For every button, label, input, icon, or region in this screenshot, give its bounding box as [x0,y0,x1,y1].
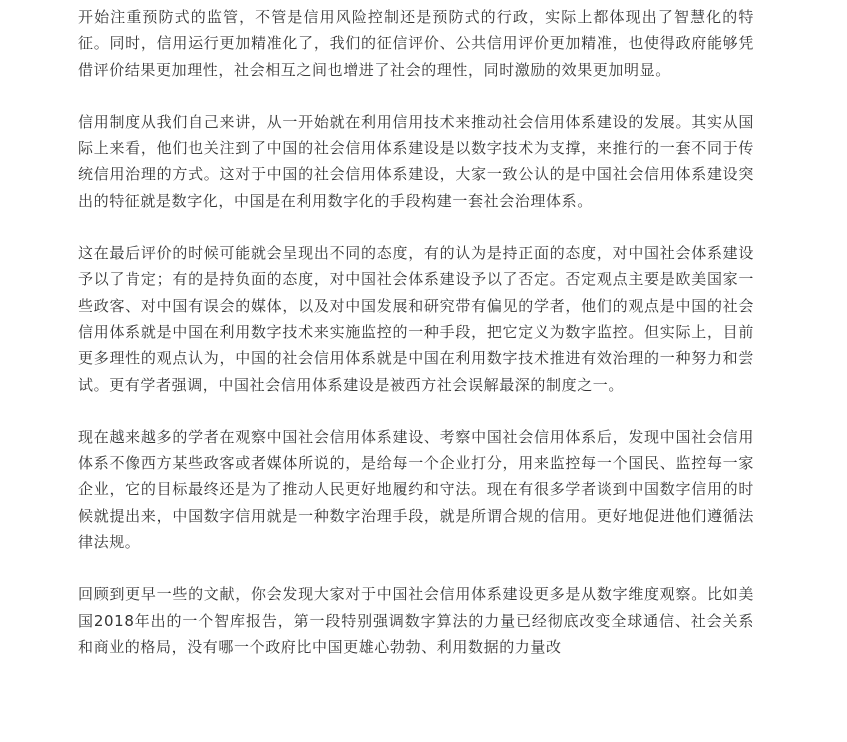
paragraph: 回顾到更早一些的文献，你会发现大家对于中国社会信用体系建设更多是从数字维度观察。比如美国2018年出的一个智库报告，第一段特别强调数字算法的力量已经彻底改变全球通信、社会关系和商业的格局，没有哪一个政府比中国更雄心勃勃、利用数据的力量改 [78,585,754,656]
paragraph: 开始注重预防式的监管，不管是信用风险控制还是预防式的行政，实际上都体现出了智慧化的特征。同时，信用运行更加精准化了，我们的征信评价、公共信用评价更加精准，也使得政府能够凭借评价结果更加理性，社会相互之间也增进了社会的理性，同时激励的效果更加明显。 [78,8,754,79]
paragraph: 这在最后评价的时候可能就会呈现出不同的态度，有的认为是持正面的态度，对中国社会体系建设予以了肯定；有的是持负面的态度，对中国社会体系建设予以了否定。否定观点主要是欧美国家一些政客、对中国有误会的媒体，以及对中国发展和研究带有偏见的学者，他们的观点是中国的社会信用体系就是中国在利用数字技术来实施监控的一种手段，把它定义为数字监控。但实际上，目前更多理性的观点认为，中国的社会信用体系就是中国在利用数字技术推进有效治理的一种努力和尝试。更有学者强调，中国社会信用体系建设是被西方社会误解最深的制度之一。 [78,244,754,394]
article-body [78,4,754,660]
paragraph: 现在越来越多的学者在观察中国社会信用体系建设、考察中国社会信用体系后，发现中国社会信用体系不像西方某些政客或者媒体所说的，是给每一个企业打分，用来监控每一个国民、监控每一家企业，它的目标最终还是为了推动人民更好地履约和守法。现在有很多学者谈到中国数字信用的时候就提出来，中国数字信用就是一种数字治理手段，就是所谓合规的信用。更好地促进他们遵循法律法规。 [78,427,754,552]
paragraph: 信用制度从我们自己来讲，从一开始就在利用信用技术来推动社会信用体系建设的发展。其实从国际上来看，他们也关注到了中国的社会信用体系建设是以数字技术为支撑，来推行的一套不同于传统信用治理的方式。这对于中国的社会信用体系建设，大家一致公认的是中国社会信用体系建设突出的特征就是数字化，中国是在利用数字化的手段构建一套社会治理体系。 [78,112,754,210]
